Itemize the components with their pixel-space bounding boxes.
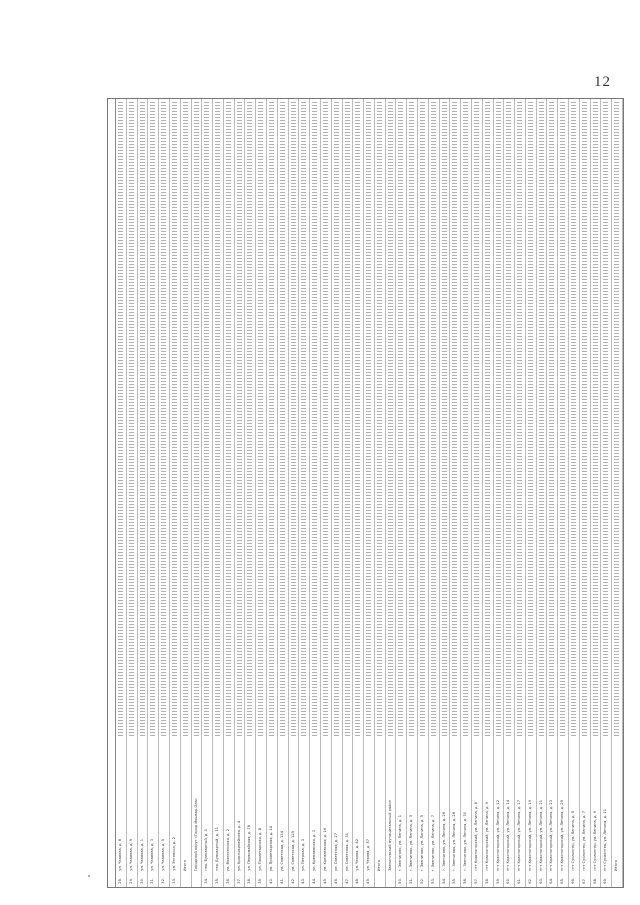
rotated-table [107, 98, 624, 888]
row-address: г. Звенигово, ул. Ленина, д. 1 [398, 814, 403, 871]
table-row [494, 99, 505, 887]
row-values-illegible [388, 102, 393, 737]
row-values-illegible [517, 102, 522, 737]
row-number: 46. [333, 878, 338, 884]
row-address: ул. Энгельса, д. 2 [171, 837, 176, 871]
row-number: 30. [139, 878, 144, 884]
row-values-illegible [258, 102, 263, 737]
row-address: ул. Советская, д. 27 [333, 833, 338, 871]
row-values-illegible [183, 102, 188, 737]
row-values-illegible [237, 102, 242, 737]
table-row [321, 99, 332, 887]
table-row [537, 99, 548, 887]
table-row [440, 99, 451, 887]
row-address: Итого [376, 859, 381, 871]
row-number: 47. [344, 878, 349, 884]
row-values-illegible [323, 102, 328, 737]
row-address: ул. Кремлевская, д. 3 [312, 830, 317, 871]
row-number: 68. [592, 878, 597, 884]
table-row [569, 99, 580, 887]
row-values-illegible [226, 102, 231, 737]
table-row [332, 99, 343, 887]
row-number: 33. [171, 878, 176, 884]
row-values-illegible [431, 102, 436, 737]
row-values-illegible [409, 102, 414, 737]
row-values-illegible [291, 102, 296, 737]
row-address: пгт Суслонгер, ул. Ленина, д. 7 [581, 811, 586, 871]
row-number: 52. [420, 878, 425, 884]
row-address: ул. Кремлевская, д. 16 [322, 827, 327, 871]
row-number: 51. [409, 878, 414, 884]
row-values-illegible [355, 102, 360, 737]
row-number: 56. [463, 878, 468, 884]
table-row [310, 99, 321, 887]
row-number: 69. [603, 878, 608, 884]
row-number: 42. [290, 878, 295, 884]
table-row [450, 99, 461, 887]
row-number: 62. [527, 878, 532, 884]
row-address: г. Звенигово, ул. Ленина, д. 3 [409, 814, 414, 871]
table-row [612, 99, 623, 887]
row-number: 44. [312, 878, 317, 884]
row-address: ул. Пролетарская, д. 8 [258, 828, 263, 871]
row-address: пгт Красногорский, ул. Ленина, д. 14 [506, 800, 511, 871]
row-values-illegible [140, 102, 145, 737]
row-number: 38. [247, 878, 252, 884]
row-number: 28. [118, 878, 122, 884]
table-row [343, 99, 354, 887]
row-address: Итого [614, 859, 619, 871]
scan-artifact [88, 875, 90, 877]
table-row [224, 99, 235, 887]
row-address: пгт Суслонгер, ул. Ленина, д. 5 [571, 811, 576, 871]
row-values-illegible [614, 102, 619, 737]
column-number-band [108, 99, 116, 887]
row-number: 48. [355, 878, 360, 884]
table-row [591, 99, 602, 887]
row-number: 65. [560, 878, 565, 884]
row-address: ул. Чехова, д. 57 [366, 839, 371, 871]
row-address: ул. Чкалова, д. 9 [128, 839, 133, 871]
row-number: 41. [279, 878, 284, 884]
row-address: ул. Чкалова, д. 3 [150, 839, 155, 871]
row-address: пгт Суслонгер, ул. Ленина, д. 9 [592, 811, 597, 871]
table-row [116, 99, 127, 887]
row-number: 49. [366, 878, 371, 884]
table-row [386, 99, 397, 887]
row-number: 35. [215, 878, 220, 884]
table-row [396, 99, 407, 887]
row-values-illegible [506, 102, 511, 737]
table-row [213, 99, 224, 887]
row-values-illegible [496, 102, 501, 737]
row-values-illegible [571, 102, 576, 737]
row-values-illegible [377, 102, 382, 737]
table-row [601, 99, 612, 887]
row-address: ул. Вознесенская, д. 2 [225, 828, 230, 871]
row-number: 57. [473, 878, 478, 884]
table-row [353, 99, 364, 887]
row-values-illegible [280, 102, 285, 737]
table-row [526, 99, 537, 887]
row-number: 32. [161, 878, 166, 884]
row-address: пгт Суслонгер, ул. Ленина, д. 11 [603, 808, 608, 871]
table-row [148, 99, 159, 887]
row-address: ул. Чкалова, д. 8 [118, 839, 122, 871]
row-values-illegible [247, 102, 252, 737]
table-row [138, 99, 149, 887]
row-address: г. Звенигово, ул. Ленина, д. 28 [452, 812, 457, 871]
row-values-illegible [420, 102, 425, 737]
row-number: 59. [495, 878, 500, 884]
row-values-illegible [549, 102, 554, 737]
table-row [235, 99, 246, 887]
row-number: 64. [549, 878, 554, 884]
table-row [547, 99, 558, 887]
table-row [461, 99, 472, 887]
row-number: 54. [441, 878, 446, 884]
table-row [170, 99, 181, 887]
row-number: 55. [452, 878, 457, 884]
row-values-illegible [398, 102, 403, 737]
row-address: ул. Чкалова, д. 5 [161, 839, 166, 871]
row-number: 50. [398, 878, 403, 884]
row-values-illegible [172, 102, 177, 737]
row-values-illegible [301, 102, 306, 737]
table-row [558, 99, 569, 887]
table-row [245, 99, 256, 887]
table-row [289, 99, 300, 887]
row-address: ул. Петрова, д. 3 [301, 839, 306, 871]
table-row [202, 99, 213, 887]
row-number: 67. [581, 878, 586, 884]
row-number: 34. [204, 878, 209, 884]
row-address: ул. Пролетарская, д. 14 [269, 825, 274, 871]
row-address: пгт Красногорский, ул. Ленина, д. 9 [484, 802, 489, 871]
row-values-illegible [204, 102, 209, 737]
row-address: г. Звенигово, ул. Ленина, д. 26 [441, 812, 446, 871]
row-number: 63. [538, 878, 543, 884]
table-row [181, 99, 192, 887]
table-row [375, 99, 386, 887]
row-number: 29. [128, 878, 133, 884]
table-row [159, 99, 170, 887]
page-number: 12 [594, 74, 611, 90]
row-number: 40. [269, 878, 274, 884]
row-values-illegible [593, 102, 598, 737]
row-address: пер. Бульварный, д. 11 [215, 827, 220, 871]
row-address: г. Звенигово, ул. Ленина, д. 5 [420, 814, 425, 871]
row-number: 43. [301, 878, 306, 884]
table-row [504, 99, 515, 887]
row-values-illegible [150, 102, 155, 737]
row-number: 45. [322, 878, 327, 884]
row-address: ул. Чкалова, д. 1 [139, 839, 144, 871]
table-row [580, 99, 591, 887]
row-address: ул. Советская, д. 31 [344, 833, 349, 871]
row-values-illegible [312, 102, 317, 737]
row-number: 37. [236, 878, 241, 884]
table-row [267, 99, 278, 887]
table-row [515, 99, 526, 887]
row-values-illegible [194, 102, 199, 737]
row-address: Итого [182, 859, 187, 871]
table-row [364, 99, 375, 887]
row-values-illegible [442, 102, 447, 737]
row-address: ул. Советская, д. 114 [279, 830, 284, 871]
row-address: ул. Красноармейская, д. 4 [236, 821, 241, 871]
row-values-illegible [528, 102, 533, 737]
row-values-illegible [582, 102, 587, 737]
row-number: 31. [150, 878, 155, 884]
table-row [483, 99, 494, 887]
row-address: пер. Бульварный, д. 1 [204, 829, 209, 871]
row-address: пгт Красногорский, ул. Ленина, д. 8 [473, 802, 478, 871]
row-values-illegible [345, 102, 350, 737]
row-values-illegible [334, 102, 339, 737]
row-number: 60. [506, 878, 511, 884]
row-values-illegible [129, 102, 134, 737]
row-values-illegible [215, 102, 220, 737]
row-address: Звениговский муниципальный район [387, 800, 392, 871]
row-values-illegible [269, 102, 274, 737]
row-number: 53. [430, 878, 435, 884]
table-row [192, 99, 203, 887]
row-address: ул. Чехова, д. 42 [355, 839, 360, 871]
row-address: г. Звенигово, ул. Ленина, д. 30 [463, 812, 468, 871]
row-address: пгт Красногорский, ул. Ленина, д. 17 [517, 800, 522, 871]
row-values-illegible [539, 102, 544, 737]
table-row [418, 99, 429, 887]
row-address: пгт Красногорский, ул. Ленина, д. 21 [538, 800, 543, 871]
row-address: ул. Советская, д. 125 [290, 830, 295, 871]
row-address: г. Звенигово, ул. Ленина, д. 7 [430, 814, 435, 871]
row-number: 39. [258, 878, 263, 884]
row-values-illegible [118, 102, 123, 737]
row-values-illegible [366, 102, 371, 737]
row-number: 66. [571, 878, 576, 884]
row-values-illegible [603, 102, 608, 737]
row-address: ул. Первомайская, д. 78 [247, 825, 252, 871]
row-address: пгт Красногорский, ул. Ленина, д. 25 [560, 800, 565, 871]
row-number: 61. [517, 878, 522, 884]
row-values-illegible [474, 102, 479, 737]
table-row [278, 99, 289, 887]
table-row [472, 99, 483, 887]
row-values-illegible [463, 102, 468, 737]
row-address: пгт Красногорский, ул. Ленина, д. 19 [527, 800, 532, 871]
row-address: пгт Красногорский, ул. Ленина, д. 12 [495, 800, 500, 871]
row-number: 58. [484, 878, 489, 884]
table-row [127, 99, 138, 887]
table-row [256, 99, 267, 887]
table-row [429, 99, 440, 887]
row-values-illegible [485, 102, 490, 737]
row-address: пгт Красногорский, ул. Ленина, д. 23 [549, 800, 554, 871]
row-number: 36. [225, 878, 230, 884]
table-row [299, 99, 310, 887]
row-values-illegible [161, 102, 166, 737]
row-values-illegible [560, 102, 565, 737]
row-values-illegible [452, 102, 457, 737]
table-row [407, 99, 418, 887]
row-address: Городской округ «Город Йошкар-Ола» [193, 797, 198, 871]
